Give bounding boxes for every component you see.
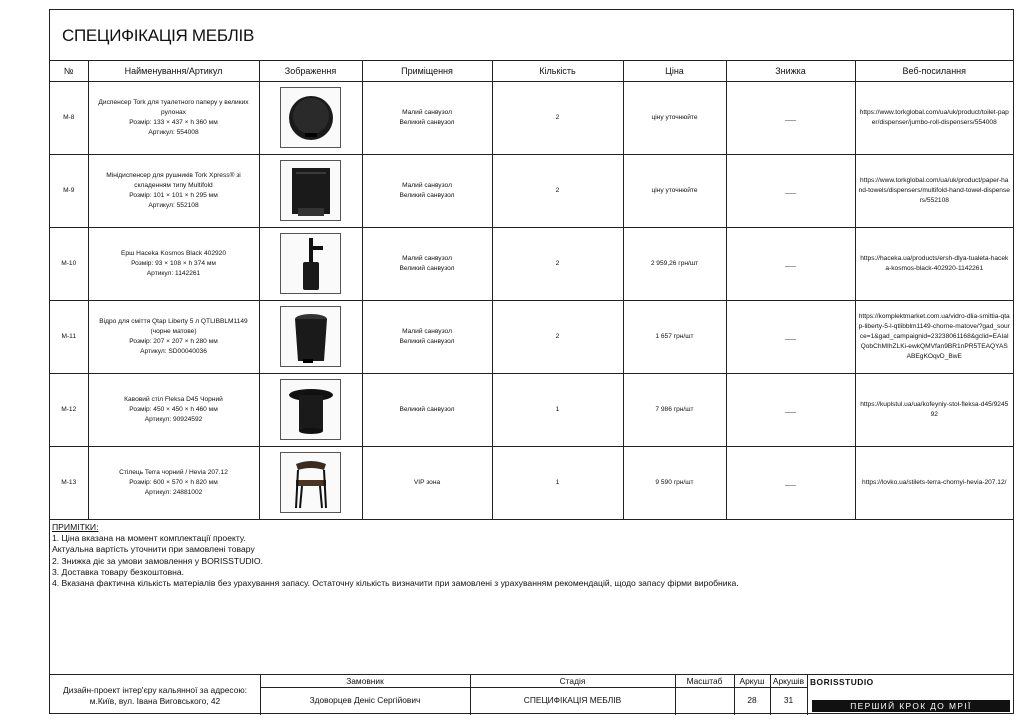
item-name xyxy=(88,373,259,446)
col-header-room: Приміщення xyxy=(362,61,492,81)
table-row xyxy=(50,300,1013,373)
trash-bin-icon xyxy=(280,306,341,367)
col-header-url: Веб-посилання xyxy=(855,61,1013,81)
item-number: М-8 xyxy=(50,81,88,154)
item-name xyxy=(88,300,259,373)
note-line: Актуальна вартість уточнити при замовлені товару xyxy=(52,544,255,555)
stage-label: Стадія xyxy=(559,676,586,686)
item-url-link[interactable]: https://haceka.ua/products/ersh-dlya-tualeta-haceka-kosmos-black-402920-1142261 xyxy=(855,227,1013,300)
notes-section xyxy=(52,522,1002,589)
note-line: 1. Ціна вказана на момент комплектації проекту. xyxy=(52,533,246,544)
item-title: Мінідиспенсер для рушників Tork Xpress® зі складенням типу Multifold xyxy=(106,171,241,189)
item-number: М-10 xyxy=(50,227,88,300)
item-qty: 2 xyxy=(492,227,623,300)
towel-dispenser-icon xyxy=(280,160,341,221)
note-line: 3. Доставка товару безкоштовна. xyxy=(52,566,185,577)
item-size: Розмір: 450 × 450 × h 460 мм xyxy=(129,405,218,413)
col-header-num: № xyxy=(50,61,88,81)
item-url-link[interactable]: https://www.torkglobal.com/ua/uk/product/paper-hand-towels/dispensers/multifold-hand-towel-dispensers/552108 xyxy=(855,154,1013,227)
item-title: Ерш Haceka Kosmos Black 402920 xyxy=(121,249,226,257)
col-header-name: Найменування/Артикул xyxy=(88,61,259,81)
room-line: Великий санвузол xyxy=(399,337,455,345)
item-title: Диспенсер Tork для туалетного паперу у великих рулонах xyxy=(98,98,249,116)
item-room xyxy=(362,373,492,446)
sheet-label: Аркуш xyxy=(739,676,765,686)
item-qty: 2 xyxy=(492,154,623,227)
item-number: М-13 xyxy=(50,446,88,519)
item-discount: ___ xyxy=(726,446,855,519)
room-line: Великий санвузол xyxy=(399,264,455,272)
item-sku: Артикул: 24881002 xyxy=(144,488,203,496)
table-row xyxy=(50,227,1013,300)
specification-table xyxy=(50,61,1013,520)
item-url-link[interactable]: https://komplektmarket.com.ua/vidro-dlia-smittia-qtap-liberty-5-l-qtlibblm1149-chorne-matove/?gad_source=1&gad_campaignid=23238061168&gclid=EAIaIQobChMIhZLKi-ewkQMVfan9BR1nPR5TEAQYASABEgKOqvD_BwE xyxy=(855,300,1013,373)
table-row xyxy=(50,81,1013,154)
table-row xyxy=(50,446,1013,519)
item-number: М-11 xyxy=(50,300,88,373)
item-image-cell xyxy=(259,227,362,300)
item-price: ціну уточнюйте xyxy=(623,154,726,227)
brand-name: BORISSTUDIO xyxy=(810,677,874,687)
room-line: Великий санвузол xyxy=(399,405,455,413)
brand-logo xyxy=(807,676,1013,714)
item-discount: ___ xyxy=(726,227,855,300)
client-name: Здоворцев Деніс Сергійович xyxy=(309,695,421,705)
room-line: Малий санвузол xyxy=(402,254,452,262)
item-size: Розмір: 600 × 570 × h 820 мм xyxy=(129,478,218,486)
item-qty: 2 xyxy=(492,300,623,373)
table-header-row xyxy=(50,61,1013,81)
item-name xyxy=(88,81,259,154)
item-sku: Артикул: 552108 xyxy=(148,201,199,209)
project-address: м.Київ, вул. Івана Виговського, 42 xyxy=(89,696,221,706)
item-discount: ___ xyxy=(726,373,855,446)
room-line: Великий санвузол xyxy=(399,191,455,199)
toilet-paper-dispenser-icon xyxy=(280,87,341,148)
col-header-discount: Знижка xyxy=(726,61,855,81)
item-sku: Артикул: 554008 xyxy=(148,128,199,136)
item-image-cell xyxy=(259,81,362,154)
item-qty: 1 xyxy=(492,373,623,446)
item-size: Розмір: 93 × 108 × h 374 мм xyxy=(131,259,216,267)
item-discount: ___ xyxy=(726,81,855,154)
note-line: 4. Вказана фактична кількість матеріалів без урахування запасу. Остаточну кількість визначити при замовлені з урахуванням рекомендацій, щодо запасу фірми виробника. xyxy=(52,578,739,589)
title-block-footer xyxy=(50,674,1013,714)
project-description xyxy=(50,685,260,707)
col-header-price: Ціна xyxy=(623,61,726,81)
room-line: VIP зона xyxy=(413,478,441,486)
item-price: ціну уточнюйте xyxy=(623,81,726,154)
item-room xyxy=(362,154,492,227)
item-price: 7 986 грн/шт xyxy=(623,373,726,446)
item-image-cell xyxy=(259,446,362,519)
sheets-total: 31 xyxy=(783,695,794,705)
item-image-cell xyxy=(259,154,362,227)
note-line: 2. Знижка діє за умови замовлення у BORISSTUDIO. xyxy=(52,555,263,566)
table-row xyxy=(50,373,1013,446)
page-title: СПЕЦИФІКАЦІЯ МЕБЛІВ xyxy=(62,26,254,45)
item-room xyxy=(362,446,492,519)
item-name xyxy=(88,446,259,519)
drawing-sheet xyxy=(49,9,1014,714)
item-qty: 2 xyxy=(492,81,623,154)
item-number: М-9 xyxy=(50,154,88,227)
chair-icon xyxy=(280,452,341,513)
item-image-cell xyxy=(259,300,362,373)
table-row xyxy=(50,154,1013,227)
item-size: Розмір: 207 × 207 × h 280 мм xyxy=(129,337,218,345)
item-size: Розмір: 101 × 101 × h 295 мм xyxy=(129,191,218,199)
item-title: Відро для сміття Qtap Liberty 5 л QTLIBBLM1149 (чорне матове) xyxy=(99,317,248,335)
item-price: 1 657 грн/шт xyxy=(623,300,726,373)
item-url-link[interactable]: https://kuplstul.ua/ua/kofeyniy-stol-fleksa-d45/924592 xyxy=(855,373,1013,446)
footer-divider xyxy=(260,687,807,688)
col-header-image: Зображення xyxy=(259,61,362,81)
item-name xyxy=(88,154,259,227)
item-image-cell xyxy=(259,373,362,446)
item-title: Кавовий стіл Fleksa D45 Чорний xyxy=(124,395,223,403)
sheet-number: 28 xyxy=(747,695,757,705)
project-line: Дизайн-проект інтер'єру кальянної за адресою: xyxy=(63,685,247,695)
item-qty: 1 xyxy=(492,446,623,519)
title-block xyxy=(50,10,1013,61)
item-size: Розмір: 133 × 437 × h 360 мм xyxy=(129,118,218,126)
client-label: Замовник xyxy=(346,676,384,686)
sheets-label: Аркушів xyxy=(772,676,805,686)
item-room xyxy=(362,81,492,154)
room-line: Малий санвузол xyxy=(402,108,452,116)
item-sku: Артикул: 1142261 xyxy=(146,269,201,277)
item-number: М-12 xyxy=(50,373,88,446)
item-sku: Артикул: SD00040036 xyxy=(140,347,207,355)
col-header-qty: Кількість xyxy=(492,61,623,81)
room-line: Малий санвузол xyxy=(402,181,452,189)
item-price: 9 590 грн/шт xyxy=(623,446,726,519)
scale-label: Масштаб xyxy=(686,676,723,686)
item-discount: ___ xyxy=(726,154,855,227)
item-url-link[interactable]: https://lovko.ua/stilets-terra-chornyi-hevia-207.12/ xyxy=(855,446,1013,519)
item-url-link[interactable]: https://www.torkglobal.com/ua/uk/product/toilet-paper/dispenser/jumbo-roll-dispensers/554008 xyxy=(855,81,1013,154)
room-line: Малий санвузол xyxy=(402,327,452,335)
notes-title: ПРИМІТКИ: xyxy=(52,522,99,532)
coffee-table-icon xyxy=(280,379,341,440)
item-room xyxy=(362,300,492,373)
brand-slogan: ПЕРШИЙ КРОК ДО МРІЇ xyxy=(812,700,1010,712)
item-title: Стілець Terra чорний / Hevia 207.12 xyxy=(119,468,228,476)
toilet-brush-icon xyxy=(280,233,341,294)
room-line: Великий санвузол xyxy=(399,118,455,126)
item-price: 2 959,26 грн/шт xyxy=(623,227,726,300)
stage-value: СПЕЦИФІКАЦІЯ МЕБЛІВ xyxy=(523,695,622,705)
item-discount: ___ xyxy=(726,300,855,373)
item-name xyxy=(88,227,259,300)
item-room xyxy=(362,227,492,300)
item-sku: Артикул: 90924592 xyxy=(144,415,203,423)
